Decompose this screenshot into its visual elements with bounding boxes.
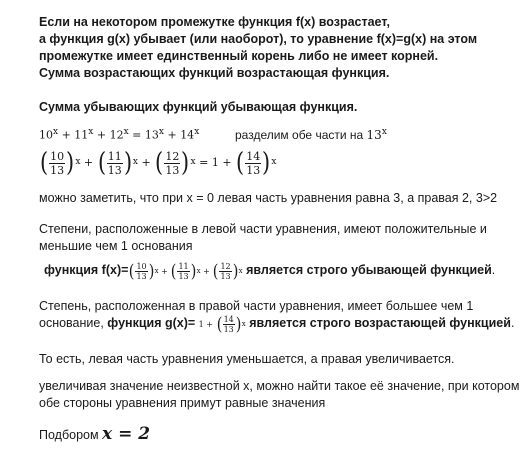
decreasing-sum-rule: Сумма убывающих функций убывающая функция. xyxy=(39,100,358,114)
left-part-line-1: Степени, расположенные в левой части уравнения, имеют положительные и xyxy=(39,222,487,236)
intro-line-1: Если на некотором промежутке функция f(x) возрастает, xyxy=(39,15,390,29)
fraction-equation: ( $\frac{10}{13}$ ) x + ( $\frac{11}{13}$ ) x + ( $\frac{12}{13}$ ) x = 1 + ( $\frac{14}{13}$ ) x xyxy=(40,148,277,178)
right-part-line-1: Степень, расположенная в правой части уравнения, имеет большее чем 1 xyxy=(39,299,474,313)
conclusion-text: То есть, левая часть уравнения уменьшается, а правая увеличивается. xyxy=(39,352,455,366)
answer-line: Подбором x = 2 xyxy=(39,424,151,444)
increasing-x-line-1: увеличивая значение неизвестной х, можно найти такое её значение, при котором xyxy=(39,379,519,393)
notice-text: можно заметить, что при x = 0 левая часть уравнения равна 3, а правая 2, 3>2 xyxy=(39,191,498,205)
division-note: разделим обе части на 13$^x$ xyxy=(235,127,387,142)
intro-line-2: а функция g(x) убывает (или наоборот), то уравнение f(x)=g(x) на этом xyxy=(39,32,478,46)
intro-line-3: промежутке имеет единственный корень либо не имеет корней. xyxy=(39,49,439,63)
main-equation: 10$^x$ + 11$^x$ + 12$^x$ = 13$^x$ + 14$^x$ xyxy=(39,127,200,142)
g-statement: основание, функция g(x)= 1 + ( $\frac{14}{13}$ ) x является строго возрастающей функцией. xyxy=(39,314,515,335)
left-part-line-2: меньшие чем 1 основания xyxy=(39,239,193,253)
intro-line-4: Сумма возрастающих функций возрастающая функция. xyxy=(39,66,390,80)
f-statement: функция f(x)= ( $\frac{10}{13}$ ) x + ( $\frac{11}{13}$ ) x + ( $\frac{12}{13}$ ) x является строго убывающей функцией. xyxy=(44,261,496,282)
answer-value: x = 2 xyxy=(102,424,151,444)
increasing-x-line-2: обе стороны уравнения примут равные значения xyxy=(39,396,326,410)
